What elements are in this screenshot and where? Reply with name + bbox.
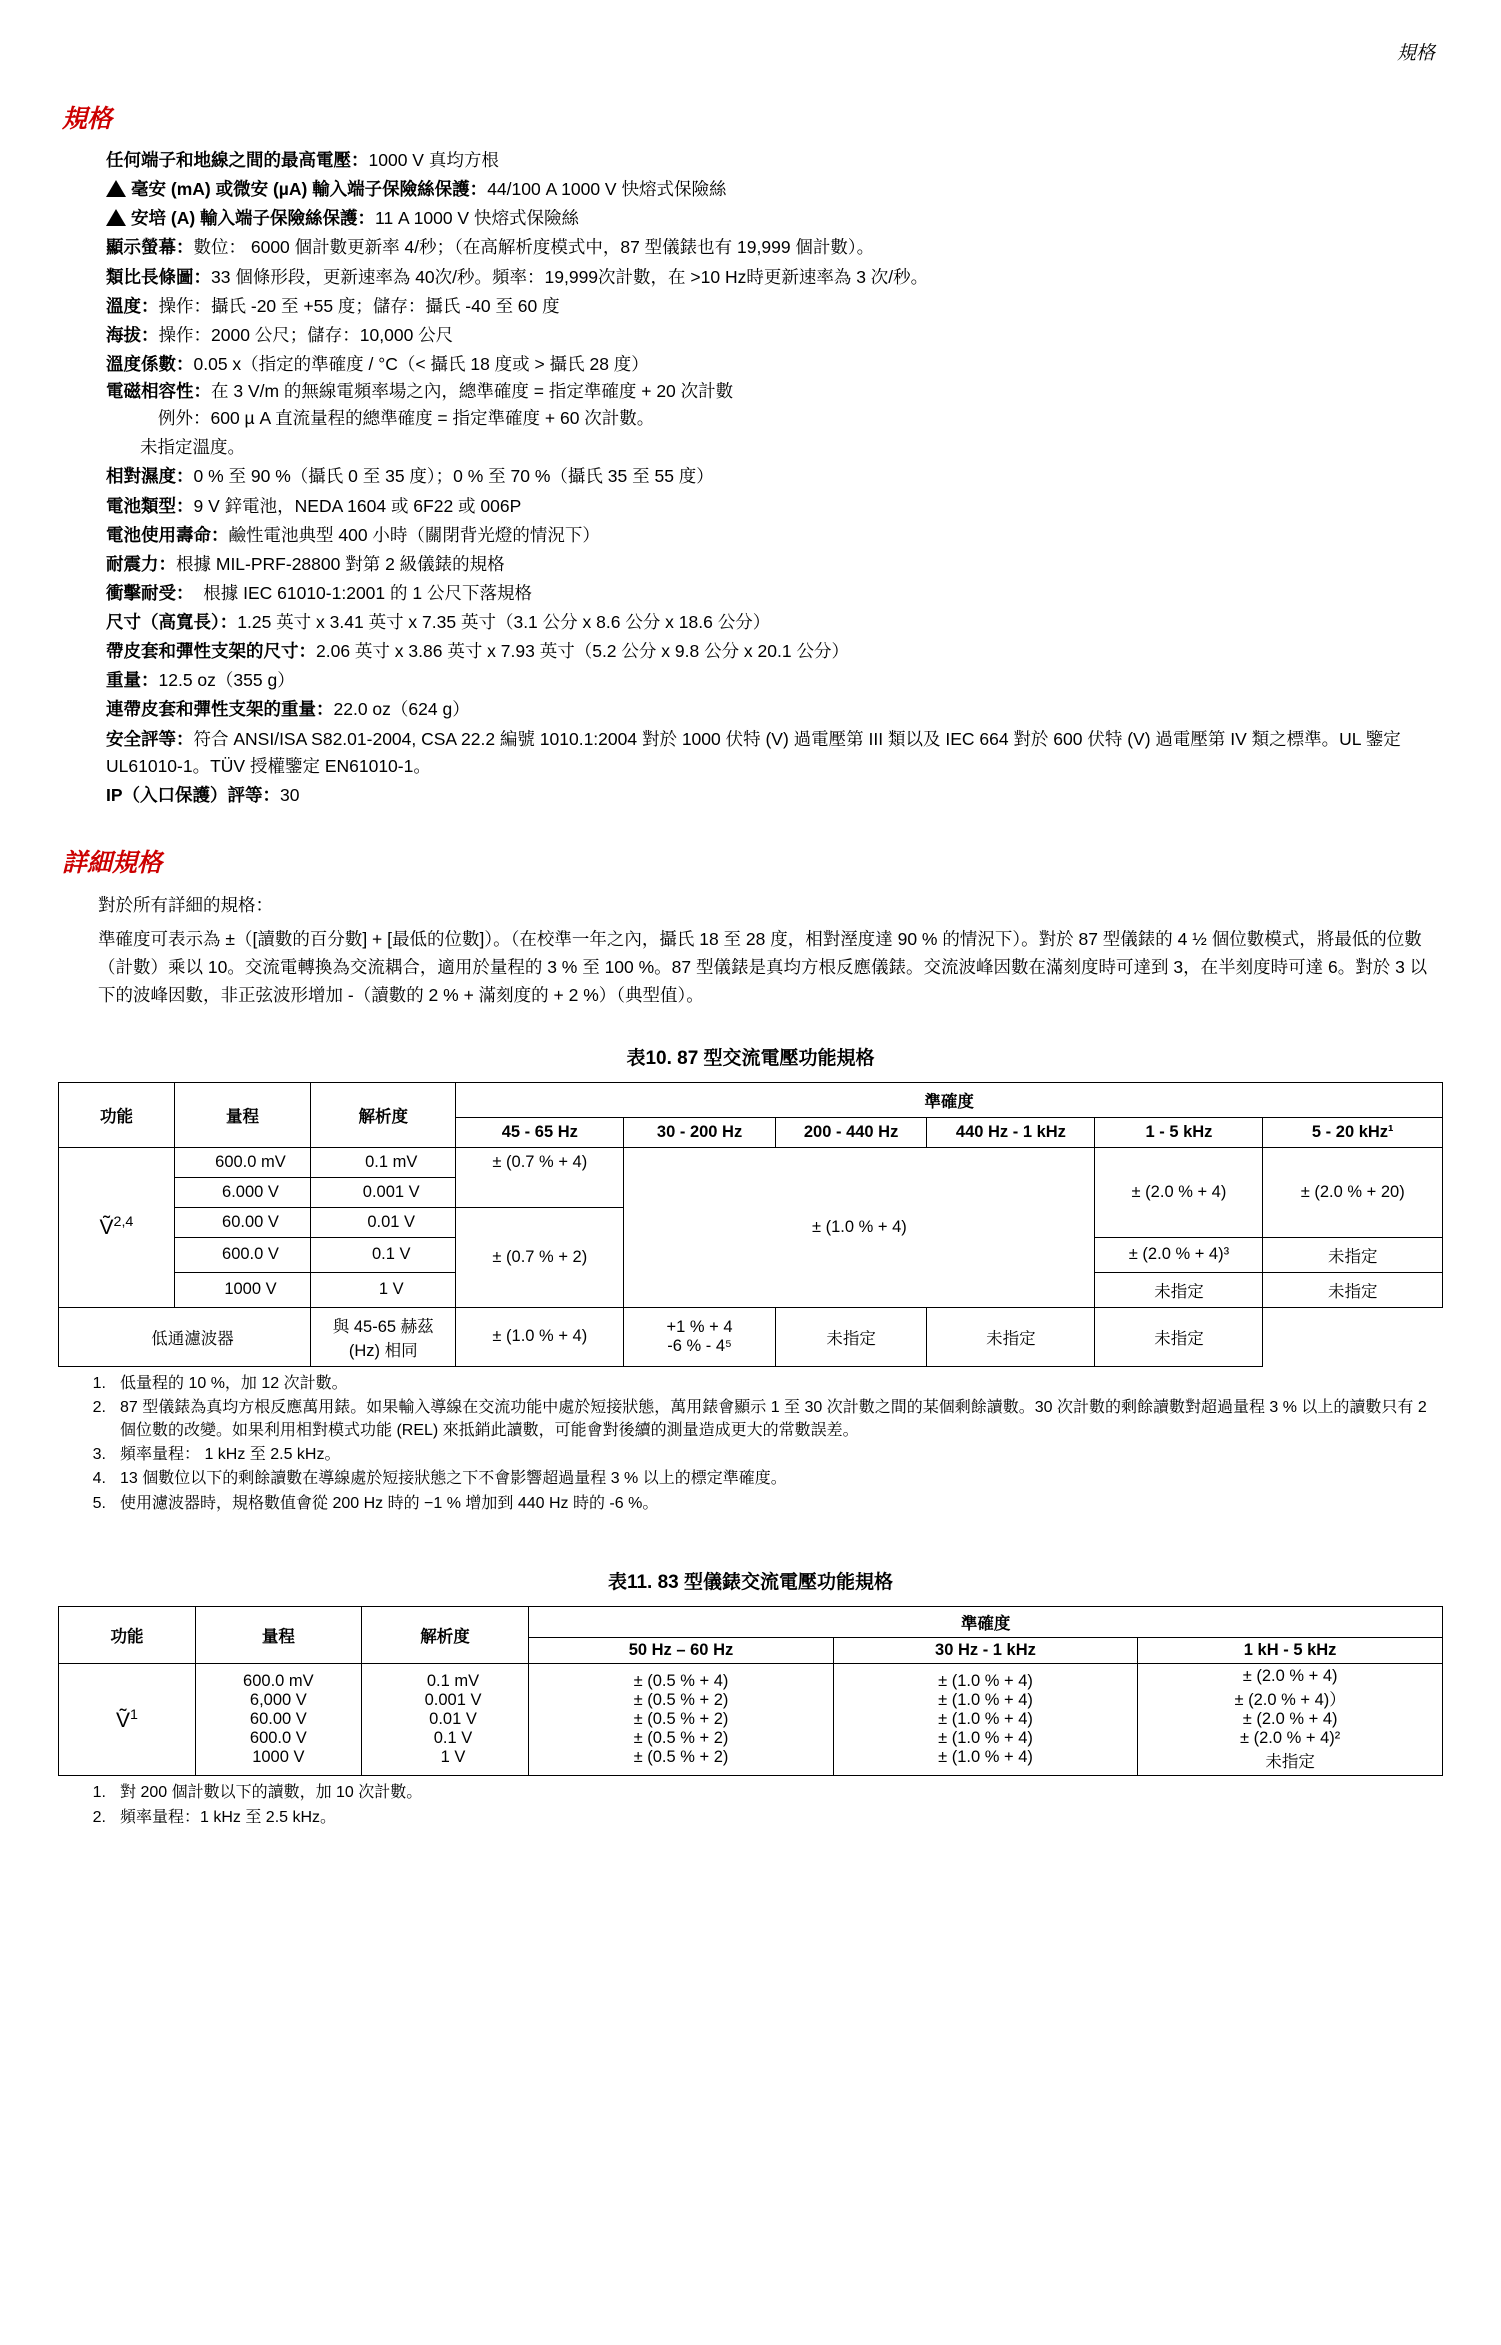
cell-lpf-200-440-lower: -6 % - 4⁵ (667, 1336, 732, 1355)
spec-value: 2.06 英寸 x 3.86 英寸 x 7.93 英寸（5.2 公分 x 9.8 公分 x 20.1 公分） (316, 641, 849, 662)
cell-range: 60.00 V (174, 1207, 310, 1237)
spec-line (106, 580, 1443, 607)
spec-line (106, 405, 1443, 432)
spec-line (106, 463, 1443, 490)
spec-value: 1000 V 真均方根 (368, 150, 499, 170)
th-freq-200-440: 200 - 440 Hz (775, 1117, 927, 1147)
cell-accuracy: ± (2.0 % + 4)） (1234, 1691, 1346, 1710)
spec-value: 11 A 1000 V 快熔式保險絲 (375, 208, 579, 229)
cell-accuracy: ± (2.0 % + 4)² (1239, 1729, 1341, 1748)
cell-accuracy: ± (2.0 % + 4) (1242, 1667, 1338, 1686)
spec-line (106, 522, 1443, 549)
th-accuracy: 準確度 (529, 1607, 1443, 1638)
spec-value: 根據 MIL-PRF-28800 對第 2 級儀錶的規格 (176, 553, 505, 574)
table-row (59, 1607, 1443, 1638)
spec-line (106, 434, 1443, 461)
spec-value: 9 V 鋅電池，NEDA 1604 或 6F22 或 006P (193, 495, 522, 516)
cell-accuracy-5-20k-b: 未指定 (1263, 1237, 1443, 1272)
specifications-list (58, 147, 1443, 809)
cell-lpf-440-1k: 未指定 (775, 1307, 927, 1366)
cell-accuracy: ± (1.0 % + 4) (938, 1710, 1033, 1729)
table-row (59, 1664, 1443, 1776)
cell-accuracy: ± (1.0 % + 4) (938, 1729, 1033, 1748)
cell-range: 1000 V (174, 1272, 310, 1307)
warning-triangle-icon (106, 209, 126, 226)
detail-paragraph: 準確度可表示為 ±（[讀數的百分數] + [最低的位數]）。（在校準一年之內，攝氏 18 至 28 度，相對溼度達 90 % 的情況下）。對於 87 型儀錶的 4 ½ 個位數模式，將最低的位數（計數）乘以 10。交流電轉換為交流耦合，適用於量程的 3 % 至 100 %。87 型儀錶是真均方根反應儀錶。交流波峰因數在滿刻度時可達到 3，在半刻度時可達 6。對於 3 以下的波峰因數，非正弦波形增加 -（讀數的 2 % + 滿刻度的 + 2 %）（典型值）。 (98, 928, 1428, 1005)
spec-value: 鹼性電池典型 400 小時（關閉背光燈的情況下） (228, 524, 600, 545)
cell-resolution: 0.1 mV (426, 1672, 480, 1691)
note-item (58, 1782, 1443, 1804)
detail-paragraph: 對於所有詳細的規格： (98, 894, 273, 915)
spec-label: 溫度係數： (106, 353, 194, 374)
spec-line (106, 696, 1443, 723)
cell-range: 1000 V (252, 1748, 305, 1767)
spec-label: 衝擊耐受： (106, 582, 194, 603)
spec-line (106, 638, 1443, 665)
cell-range: 600.0 mV (243, 1672, 314, 1691)
function-symbol-superscript: 1 (130, 1706, 138, 1723)
warning-triangle-icon (106, 180, 126, 197)
spec-label: 電磁相容性： (106, 381, 211, 401)
table-ac-voltage-87 (58, 1082, 1443, 1367)
note-text: 13 個數位以下的剩餘讀數在導線處於短接狀態之下不會影響超過量程 3 % 以上的標定準確度。 (120, 1470, 787, 1488)
cell-lpf-200-440-upper: +1 % + 4 (666, 1317, 733, 1336)
note-number: 5. (92, 1494, 106, 1512)
cell-accuracy-50-60-group (529, 1664, 833, 1776)
cell-resolution: 0.001 V (311, 1177, 456, 1207)
cell-accuracy: ± (1.0 % + 4) (938, 1672, 1033, 1691)
note-text: 對 200 個計數以下的讀數，加 10 次計數。 (120, 1784, 423, 1802)
cell-range-group (195, 1664, 361, 1776)
note-text: 頻率量程：1 kHz 至 2.5 kHz。 (120, 1808, 337, 1826)
detailed-specifications-body (58, 891, 1443, 1009)
function-symbol-text: Ṽ (99, 1216, 114, 1240)
th-function: 功能 (59, 1607, 196, 1664)
spec-value: 未指定溫度。 (140, 437, 245, 458)
th-accuracy: 準確度 (456, 1082, 1443, 1117)
spec-line (106, 378, 1443, 405)
spec-line (106, 293, 1443, 320)
spec-value: 在 3 V/m 的無線電頻率場之內，總準確度 = 指定準確度 + 20 次計數 (211, 381, 734, 401)
cell-function-symbol (59, 1664, 196, 1776)
th-freq-30-200: 30 - 200 Hz (624, 1117, 776, 1147)
cell-accuracy: ± (0.5 % + 2) (633, 1729, 729, 1748)
note-text: 低量程的 10 %，加 12 次計數。 (120, 1374, 348, 1392)
spec-line (106, 205, 1443, 232)
function-symbol-superscript: 2,4 (113, 1214, 134, 1231)
th-range: 量程 (195, 1607, 361, 1664)
spec-line (106, 176, 1443, 203)
th-freq-1-5k: 1 - 5 kHz (1095, 1117, 1263, 1147)
cell-low-pass-filter-label: 低通濾波器 (59, 1307, 311, 1366)
spec-label: 毫安 (mA) 或微安 (µA) 輸入端子保險絲保護： (131, 179, 488, 200)
note-text: 87 型儀錶為真均方根反應萬用錶。如果輸入導線在交流功能中處於短接狀態，萬用錶會顯示 1 至 30 次計數之間的某個剩餘讀數。30 次計數的剩餘讀數對超過量程 3 % 以上的讀數只有 2 個位數的改變。如果利用相對模式功能 (REL) 來抵銷此讀數，可能會對後續的測量造成更大的常數誤差。 (120, 1399, 1427, 1439)
th-freq-50-60: 50 Hz – 60 Hz (529, 1638, 833, 1664)
cell-lpf-45-65: 與 45-65 赫茲 (Hz) 相同 (311, 1307, 456, 1366)
th-freq-440-1k: 440 Hz - 1 kHz (927, 1117, 1095, 1147)
cell-accuracy-45-65-cont (456, 1177, 624, 1207)
cell-accuracy: ± (0.5 % + 4) (633, 1672, 729, 1691)
table11-caption: 表11. 83 型儀錶交流電壓功能規格 (607, 1572, 894, 1594)
spec-line (106, 551, 1443, 578)
cell-resolution-group (361, 1664, 528, 1776)
cell-accuracy: ± (0.5 % + 2) (633, 1748, 729, 1767)
spec-label: 耐震力： (106, 553, 176, 574)
note-item (58, 1444, 1443, 1466)
note-item (58, 1493, 1443, 1515)
cell-accuracy-45-65-b: ± (0.7 % + 2) (456, 1207, 624, 1307)
th-resolution: 解析度 (311, 1082, 456, 1147)
spec-label: 安培 (A) 輸入端子保險絲保護： (131, 208, 376, 229)
th-function: 功能 (59, 1082, 175, 1147)
spec-line (106, 322, 1443, 349)
table11-notes (58, 1782, 1443, 1829)
th-freq-5-20k: 5 - 20 kHz¹ (1263, 1117, 1443, 1147)
table10-notes (58, 1373, 1443, 1515)
cell-accuracy-5-20k-a: ± (2.0 % + 20) (1263, 1147, 1443, 1237)
cell-accuracy-30-1k-group (833, 1664, 1138, 1776)
cell-resolution: 0.1 V (311, 1237, 456, 1272)
cell-resolution: 0.1 mV (311, 1147, 456, 1177)
spec-value: 操作：攝氏 -20 至 +55 度；儲存：攝氏 -40 至 60 度 (158, 295, 560, 316)
spec-value: 44/100 A 1000 V 快熔式保險絲 (487, 179, 727, 200)
cell-accuracy-5-20k-c: 未指定 (1263, 1272, 1443, 1307)
cell-accuracy-1-5k-b: ± (2.0 % + 4)³ (1095, 1237, 1263, 1272)
cell-accuracy: ± (1.0 % + 4) (938, 1748, 1033, 1767)
spec-value: 0 % 至 90 %（攝氏 0 至 35 度）；0 % 至 70 %（攝氏 35 至 55 度） (193, 466, 714, 487)
spec-value: 22.0 oz（624 g） (333, 699, 470, 720)
note-number: 1. (92, 1784, 106, 1802)
note-number: 2. (92, 1808, 106, 1826)
cell-accuracy-1k-5k-group (1138, 1664, 1443, 1776)
spec-line (106, 667, 1443, 694)
spec-line (106, 234, 1443, 261)
cell-resolution: 0.01 V (429, 1710, 477, 1729)
spec-value: 30 (280, 784, 300, 805)
spec-line (106, 351, 1443, 378)
cell-function-symbol (59, 1147, 175, 1307)
th-freq-30-1k: 30 Hz - 1 kHz (833, 1638, 1138, 1664)
note-text: 頻率量程： 1 kHz 至 2.5 kHz。 (120, 1446, 341, 1464)
cell-accuracy: ± (1.0 % + 4) (938, 1691, 1033, 1710)
cell-resolution: 0.1 V (433, 1729, 473, 1748)
note-item (58, 1397, 1443, 1442)
cell-lpf-200-440 (624, 1307, 776, 1366)
cell-accuracy-45-65: ± (0.7 % + 4) (456, 1147, 624, 1177)
cell-range: 600.0 V (174, 1237, 310, 1272)
th-range: 量程 (174, 1082, 310, 1147)
cell-lpf-1-5k: 未指定 (927, 1307, 1095, 1366)
table-ac-voltage-83 (58, 1606, 1443, 1776)
spec-label: 溫度： (106, 295, 159, 316)
spec-label: 帶皮套和彈性支架的尺寸： (106, 641, 316, 662)
spec-label: 類比長條圖： (106, 266, 211, 287)
cell-resolution: 1 V (311, 1272, 456, 1307)
cell-resolution: 1 V (440, 1748, 466, 1767)
cell-range: 60.00 V (249, 1710, 307, 1729)
spec-line (106, 609, 1443, 636)
note-number: 2. (92, 1399, 106, 1417)
cell-accuracy-mid-band: ± (1.0 % + 4) (624, 1147, 1095, 1307)
spec-label: 電池類型： (106, 495, 194, 516)
spec-line (106, 493, 1443, 520)
spec-value: 0.05 x（指定的準確度 / °C（< 攝氏 18 度或 > 攝氏 28 度） (193, 353, 649, 374)
cell-accuracy-1-5k-a: ± (2.0 % + 4) (1095, 1147, 1263, 1237)
note-number: 1. (92, 1374, 106, 1392)
note-item (58, 1807, 1443, 1829)
spec-label: 安全評等： (106, 728, 194, 749)
table-row-low-pass-filter (59, 1307, 1443, 1366)
spec-value: 1.25 英寸 x 3.41 英寸 x 7.35 英寸（3.1 公分 x 8.6 公分 x 18.6 公分） (237, 612, 771, 632)
cell-range: 600.0 mV (174, 1147, 310, 1177)
th-freq-45-65: 45 - 65 Hz (456, 1117, 624, 1147)
section-title-detailed-specifications: 詳細規格 (62, 848, 163, 877)
cell-range: 600.0 V (249, 1729, 307, 1748)
spec-label: 顯示螢幕： (106, 237, 194, 258)
cell-lpf-5-20k: 未指定 (1095, 1307, 1263, 1366)
cell-accuracy: ± (2.0 % + 4) (1242, 1710, 1338, 1729)
spec-label: 重量： (106, 670, 159, 691)
note-item (58, 1468, 1443, 1490)
cell-resolution: 0.01 V (311, 1207, 456, 1237)
note-number: 3. (92, 1446, 106, 1464)
spec-value: 根據 IEC 61010-1:2001 的 1 公尺下落規格 (203, 582, 532, 603)
note-item (58, 1373, 1443, 1395)
page-header-label: 規格 (1396, 43, 1435, 64)
spec-line (106, 264, 1443, 291)
spec-value: 數位： 6000 個計數更新率 4/秒；（在高解析度模式中，87 型儀錶也有 19,999 個計數）。 (193, 237, 875, 258)
cell-accuracy-1-5k-c: 未指定 (1095, 1272, 1263, 1307)
cell-accuracy: 未指定 (1265, 1753, 1315, 1772)
th-resolution: 解析度 (361, 1607, 528, 1664)
spec-value: 12.5 oz（355 g） (158, 670, 295, 691)
cell-accuracy: ± (0.5 % + 2) (633, 1691, 729, 1710)
spec-value: 33 個條形段，更新速率為 40次/秒。頻率：19,999次計數，在 >10 Hz時更新速率為 3 次/秒。 (211, 266, 929, 287)
note-number: 4. (92, 1470, 106, 1488)
cell-accuracy: ± (0.5 % + 2) (633, 1710, 729, 1729)
cell-lpf-30-200: ± (1.0 % + 4) (456, 1307, 624, 1366)
spec-value: 操作：2000 公尺；儲存：10,000 公尺 (158, 324, 454, 345)
table10-caption: 表10. 87 型交流電壓功能規格 (626, 1047, 875, 1069)
spec-label: 連帶皮套和彈性支架的重量： (106, 699, 334, 720)
spec-line (106, 147, 1443, 174)
cell-range: 6.000 V (174, 1177, 310, 1207)
cell-range: 6,000 V (249, 1691, 307, 1710)
spec-line (106, 726, 1443, 780)
spec-label: 電池使用壽命： (106, 524, 229, 545)
table-row (59, 1082, 1443, 1117)
table-row (59, 1147, 1443, 1177)
th-freq-1k-5k: 1 kH - 5 kHz (1138, 1638, 1443, 1664)
spec-value: 例外：600 µ A 直流量程的總準確度 = 指定準確度 + 60 次計數。 (158, 408, 655, 429)
cell-resolution: 0.001 V (424, 1691, 482, 1710)
spec-label: 相對濕度： (106, 466, 194, 487)
spec-label: 尺寸（高寬長）： (106, 612, 238, 632)
spec-label: IP（入口保護）評等： (106, 784, 281, 805)
spec-line (106, 782, 1443, 809)
note-text: 使用濾波器時，規格數值會從 200 Hz 時的 −1 % 增加到 440 Hz 時的 -6 %。 (120, 1494, 659, 1512)
function-symbol-text: Ṽ (115, 1708, 130, 1732)
section-title-specifications: 規格 (62, 105, 113, 133)
spec-label: 海拔： (106, 324, 159, 345)
spec-value: 符合 ANSI/ISA S82.01-2004, CSA 22.2 編號 1010.1:2004 對於 1000 伏特 (V) 過電壓第 III 類以及 IEC 664 對於 600 伏特 (V) 過電壓第 IV 類之標準。UL 鑒定 UL61010-1。TÜV 授權鑒定 EN61010-1。 (106, 728, 1401, 776)
spec-label: 任何端子和地線之間的最高電壓： (106, 150, 369, 170)
